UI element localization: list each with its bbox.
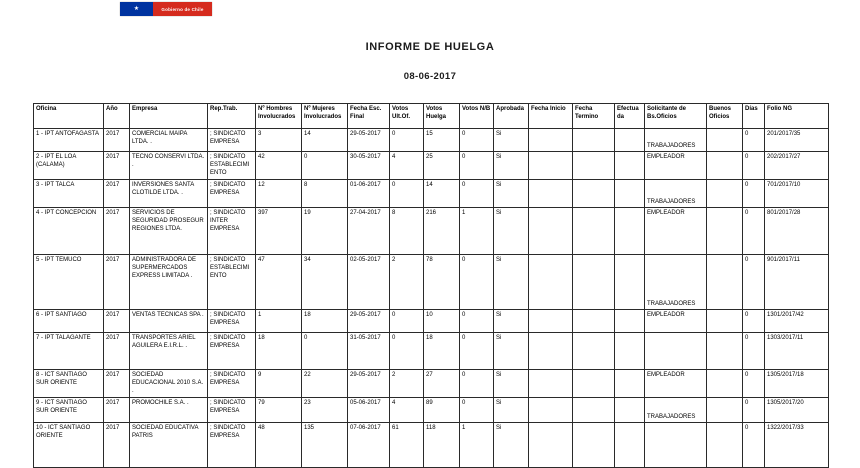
table-cell: 0	[302, 152, 348, 180]
table-cell: 12	[256, 180, 302, 208]
report-date: 08-06-2017	[403, 71, 457, 82]
table-cell: 0	[390, 129, 424, 152]
table-row	[34, 333, 829, 370]
table-cell: PROMOCHILE S.A. .	[130, 398, 208, 423]
table-cell: 4	[390, 152, 424, 180]
table-cell: 1305/2017/20	[765, 398, 829, 423]
table-cell: ; SINDICATO EMPRESA	[208, 180, 256, 208]
table-cell: SOCIEDAD EDUCACIONAL 2010 S.A. .	[130, 370, 208, 398]
table-cell: 22	[302, 370, 348, 398]
table-cell: 801/2017/28	[765, 208, 829, 255]
column-header: Votos Huelga	[424, 104, 460, 129]
table-cell	[615, 423, 645, 468]
table-cell: TRABAJADORES	[645, 255, 707, 310]
table-cell: EMPLEADOR	[645, 310, 707, 333]
table-row	[34, 255, 829, 310]
table-cell	[573, 398, 615, 423]
table-row	[34, 180, 829, 208]
table-cell: 397	[256, 208, 302, 255]
table-cell: 15	[424, 129, 460, 152]
table-cell: 0	[460, 129, 494, 152]
table-cell: Si	[494, 333, 529, 370]
table-cell: 135	[302, 423, 348, 468]
table-cell: 7 - IPT TALAGANTE	[34, 333, 104, 370]
table-cell	[573, 370, 615, 398]
table-cell: 07-06-2017	[348, 423, 390, 468]
table-cell: 202/2017/27	[765, 152, 829, 180]
column-header: Nº Mujeres Involucrados	[302, 104, 348, 129]
table-cell	[615, 398, 645, 423]
table-cell: 2017	[104, 152, 130, 180]
table-cell: 2017	[104, 370, 130, 398]
table-cell: 1 - IPT ANTOFAGASTA	[34, 129, 104, 152]
table-row	[34, 152, 829, 180]
table-cell: 901/2017/11	[765, 255, 829, 310]
table-cell: TRABAJADORES	[645, 180, 707, 208]
table-cell: 1	[460, 208, 494, 255]
table-cell: VENTAS TECNICAS SPA .	[130, 310, 208, 333]
table-cell: 701/2017/10	[765, 180, 829, 208]
table-cell: Si	[494, 208, 529, 255]
table-cell: 02-05-2017	[348, 255, 390, 310]
table-cell: 2017	[104, 129, 130, 152]
table-cell: 2017	[104, 398, 130, 423]
table-cell: 34	[302, 255, 348, 310]
table-cell: 1	[256, 310, 302, 333]
table-cell	[707, 370, 743, 398]
column-header: Días	[743, 104, 765, 129]
table-cell	[615, 310, 645, 333]
table-cell: 216	[424, 208, 460, 255]
column-header: Votos Ult.Of.	[390, 104, 424, 129]
table-cell	[573, 310, 615, 333]
column-header: Solicitante de Bs.Oficios	[645, 104, 707, 129]
table-cell: Si	[494, 129, 529, 152]
column-header: Efectuada	[615, 104, 645, 129]
table-cell: 29-05-2017	[348, 129, 390, 152]
table-cell: Si	[494, 423, 529, 468]
table-cell: ; SINDICATO ESTABLECIMIENTO	[208, 255, 256, 310]
column-header: Año	[104, 104, 130, 129]
table-cell	[529, 208, 573, 255]
table-cell: 23	[302, 398, 348, 423]
table-cell: 3 - IPT TALCA	[34, 180, 104, 208]
table-cell: 0	[460, 398, 494, 423]
table-cell: ; SINDICATO EMPRESA	[208, 310, 256, 333]
table-cell	[645, 423, 707, 468]
table-cell	[573, 208, 615, 255]
table-cell: ; SINDICATO EMPRESA	[208, 398, 256, 423]
table-cell: Si	[494, 398, 529, 423]
table-cell: 2	[390, 255, 424, 310]
table-cell: Si	[494, 310, 529, 333]
table-cell: 0	[460, 255, 494, 310]
table-cell: 27	[424, 370, 460, 398]
table-cell	[615, 370, 645, 398]
table-cell: 0	[460, 370, 494, 398]
table-row	[34, 310, 829, 333]
table-cell: 78	[424, 255, 460, 310]
table-header-row	[34, 104, 829, 129]
table-cell	[707, 398, 743, 423]
table-cell: 01-06-2017	[348, 180, 390, 208]
table-cell: Si	[494, 180, 529, 208]
table-cell: 14	[302, 129, 348, 152]
table-cell: 47	[256, 255, 302, 310]
table-cell	[707, 310, 743, 333]
table-cell: Si	[494, 152, 529, 180]
column-header: Folio NG	[765, 104, 829, 129]
column-header: Fecha Termino	[573, 104, 615, 129]
table-cell: 0	[460, 310, 494, 333]
table-cell: 2017	[104, 180, 130, 208]
logo-text: Gobierno de Chile	[161, 6, 204, 12]
logo-wordmark	[153, 2, 212, 16]
table-cell	[615, 180, 645, 208]
column-header: Nº Hombres Involucrados	[256, 104, 302, 129]
column-header: Fecha Inicio	[529, 104, 573, 129]
table-cell: 0	[743, 423, 765, 468]
column-header: Votos N/B	[460, 104, 494, 129]
table-cell: 4 - IPT CONCEPCION	[34, 208, 104, 255]
column-header: Aprobada	[494, 104, 529, 129]
table-cell: 8 - ICT SANTIAGO SUR ORIENTE	[34, 370, 104, 398]
table-cell: 61	[390, 423, 424, 468]
table-cell: 31-05-2017	[348, 333, 390, 370]
table-cell: 0	[743, 333, 765, 370]
table-cell: TRABAJADORES	[645, 398, 707, 423]
table-cell	[529, 255, 573, 310]
column-header: Oficina	[34, 104, 104, 129]
table-cell: EMPLEADOR	[645, 152, 707, 180]
table-cell: 0	[460, 152, 494, 180]
table-cell: 201/2017/35	[765, 129, 829, 152]
table-cell: 1322/2017/33	[765, 423, 829, 468]
table-cell: 48	[256, 423, 302, 468]
table-cell: 0	[743, 398, 765, 423]
table-cell	[573, 180, 615, 208]
table-cell: 0	[743, 180, 765, 208]
table-cell	[573, 255, 615, 310]
table-cell: ADMINISTRADORA DE SUPERMERCADOS EXPRESS LIMITADA .	[130, 255, 208, 310]
table-cell: 4	[390, 398, 424, 423]
table-cell: EMPLEADOR	[645, 208, 707, 255]
table-cell: 10	[424, 310, 460, 333]
column-header: Rep.Trab.	[208, 104, 256, 129]
table-cell: 2017	[104, 310, 130, 333]
table-cell: 0	[390, 180, 424, 208]
huelga-report-table	[33, 103, 829, 468]
table-cell	[615, 152, 645, 180]
table-cell: 2017	[104, 208, 130, 255]
table-cell: 79	[256, 398, 302, 423]
table-cell	[615, 255, 645, 310]
table-cell: 8	[302, 180, 348, 208]
table-cell: 0	[743, 255, 765, 310]
table-cell: 1	[460, 423, 494, 468]
table-cell: 0	[460, 333, 494, 370]
table-cell: 118	[424, 423, 460, 468]
star-icon: ★	[133, 6, 140, 12]
table-cell	[707, 333, 743, 370]
chile-flag-blue-star-icon	[120, 2, 153, 16]
table-cell: 0	[743, 370, 765, 398]
table-cell	[529, 423, 573, 468]
table-cell: ; SINDICATO EMPRESA	[208, 423, 256, 468]
table-cell: 2 - IPT EL LOA (CALAMA)	[34, 152, 104, 180]
table-cell	[707, 152, 743, 180]
table-cell	[707, 129, 743, 152]
table-cell: 0	[390, 333, 424, 370]
column-header: Buenos Oficios	[707, 104, 743, 129]
table-row	[34, 129, 829, 152]
gobierno-de-chile-logo	[120, 2, 212, 16]
table-cell: COMERCIAL MAIPA LTDA. .	[130, 129, 208, 152]
table-cell: 2017	[104, 255, 130, 310]
table-cell: Si	[494, 255, 529, 310]
table-cell	[645, 333, 707, 370]
column-header: Fecha Esc. Final	[348, 104, 390, 129]
table-cell: 0	[743, 152, 765, 180]
table-cell: 29-05-2017	[348, 370, 390, 398]
table-cell: 89	[424, 398, 460, 423]
table-cell: 05-06-2017	[348, 398, 390, 423]
table-cell: ; SINDICATO EMPRESA	[208, 129, 256, 152]
table-cell: 0	[302, 333, 348, 370]
table-cell	[707, 255, 743, 310]
table-cell: EMPLEADOR	[645, 370, 707, 398]
table-cell: 0	[743, 129, 765, 152]
table-row	[34, 370, 829, 398]
page-title: INFORME DE HUELGA	[365, 41, 495, 53]
table-cell: INVERSIONES SANTA CLOTILDE LTDA. .	[130, 180, 208, 208]
table-cell: 0	[460, 180, 494, 208]
table-cell: 14	[424, 180, 460, 208]
table-cell	[529, 310, 573, 333]
table-cell: ; SINDICATO INTER EMPRESA	[208, 208, 256, 255]
table-cell	[529, 398, 573, 423]
table-cell: 2	[390, 370, 424, 398]
table-cell	[615, 333, 645, 370]
table-cell	[573, 333, 615, 370]
table-cell: 30-05-2017	[348, 152, 390, 180]
table-cell: 18	[302, 310, 348, 333]
table-cell: 19	[302, 208, 348, 255]
table-cell: 0	[743, 310, 765, 333]
table-cell	[615, 129, 645, 152]
table-cell: 3	[256, 129, 302, 152]
table-cell	[529, 129, 573, 152]
table-cell	[615, 208, 645, 255]
table-cell: 8	[390, 208, 424, 255]
table-cell: ; SINDICATO EMPRESA	[208, 333, 256, 370]
table-cell: SOCIEDAD EDUCATIVA PATRIS	[130, 423, 208, 468]
table-cell	[529, 180, 573, 208]
table-cell	[529, 370, 573, 398]
table-cell: 9 - ICT SANTIAGO SUR ORIENTE	[34, 398, 104, 423]
table-cell	[707, 180, 743, 208]
table-cell: 2017	[104, 333, 130, 370]
table-cell	[529, 152, 573, 180]
table-cell: 0	[390, 310, 424, 333]
table-cell: 1305/2017/18	[765, 370, 829, 398]
table-cell	[707, 208, 743, 255]
table-cell: TECNO CONSERVI LTDA. .	[130, 152, 208, 180]
table-cell: 0	[743, 208, 765, 255]
table-cell: 10 - ICT SANTIAGO ORIENTE	[34, 423, 104, 468]
table-cell	[573, 423, 615, 468]
table-cell: 9	[256, 370, 302, 398]
table-cell: 25	[424, 152, 460, 180]
table-cell	[707, 423, 743, 468]
table-row	[34, 423, 829, 468]
table-cell: 18	[256, 333, 302, 370]
table-cell	[573, 152, 615, 180]
table-cell: 29-05-2017	[348, 310, 390, 333]
table-cell	[529, 333, 573, 370]
table-cell: ; SINDICATO ESTABLECIMIENTO	[208, 152, 256, 180]
table-cell: 18	[424, 333, 460, 370]
table-cell: 5 - IPT TEMUCO	[34, 255, 104, 310]
table-cell: TRABAJADORES	[645, 129, 707, 152]
table-cell: SERVICIOS DE SEGURIDAD PROSEGUR REGIONES LTDA.	[130, 208, 208, 255]
table-cell: 42	[256, 152, 302, 180]
table-row	[34, 208, 829, 255]
table-cell: 2017	[104, 423, 130, 468]
table-cell: 1301/2017/42	[765, 310, 829, 333]
table-cell: TRANSPORTES ARIEL AGUILERA E.I.R.L. .	[130, 333, 208, 370]
column-header: Empresa	[130, 104, 208, 129]
table-cell: Si	[494, 370, 529, 398]
table-cell: 6 - IPT SANTIAGO	[34, 310, 104, 333]
table-row	[34, 398, 829, 423]
table-cell	[573, 129, 615, 152]
table-cell: 27-04-2017	[348, 208, 390, 255]
table-cell: 1303/2017/11	[765, 333, 829, 370]
table-cell: ; SINDICATO EMPRESA	[208, 370, 256, 398]
